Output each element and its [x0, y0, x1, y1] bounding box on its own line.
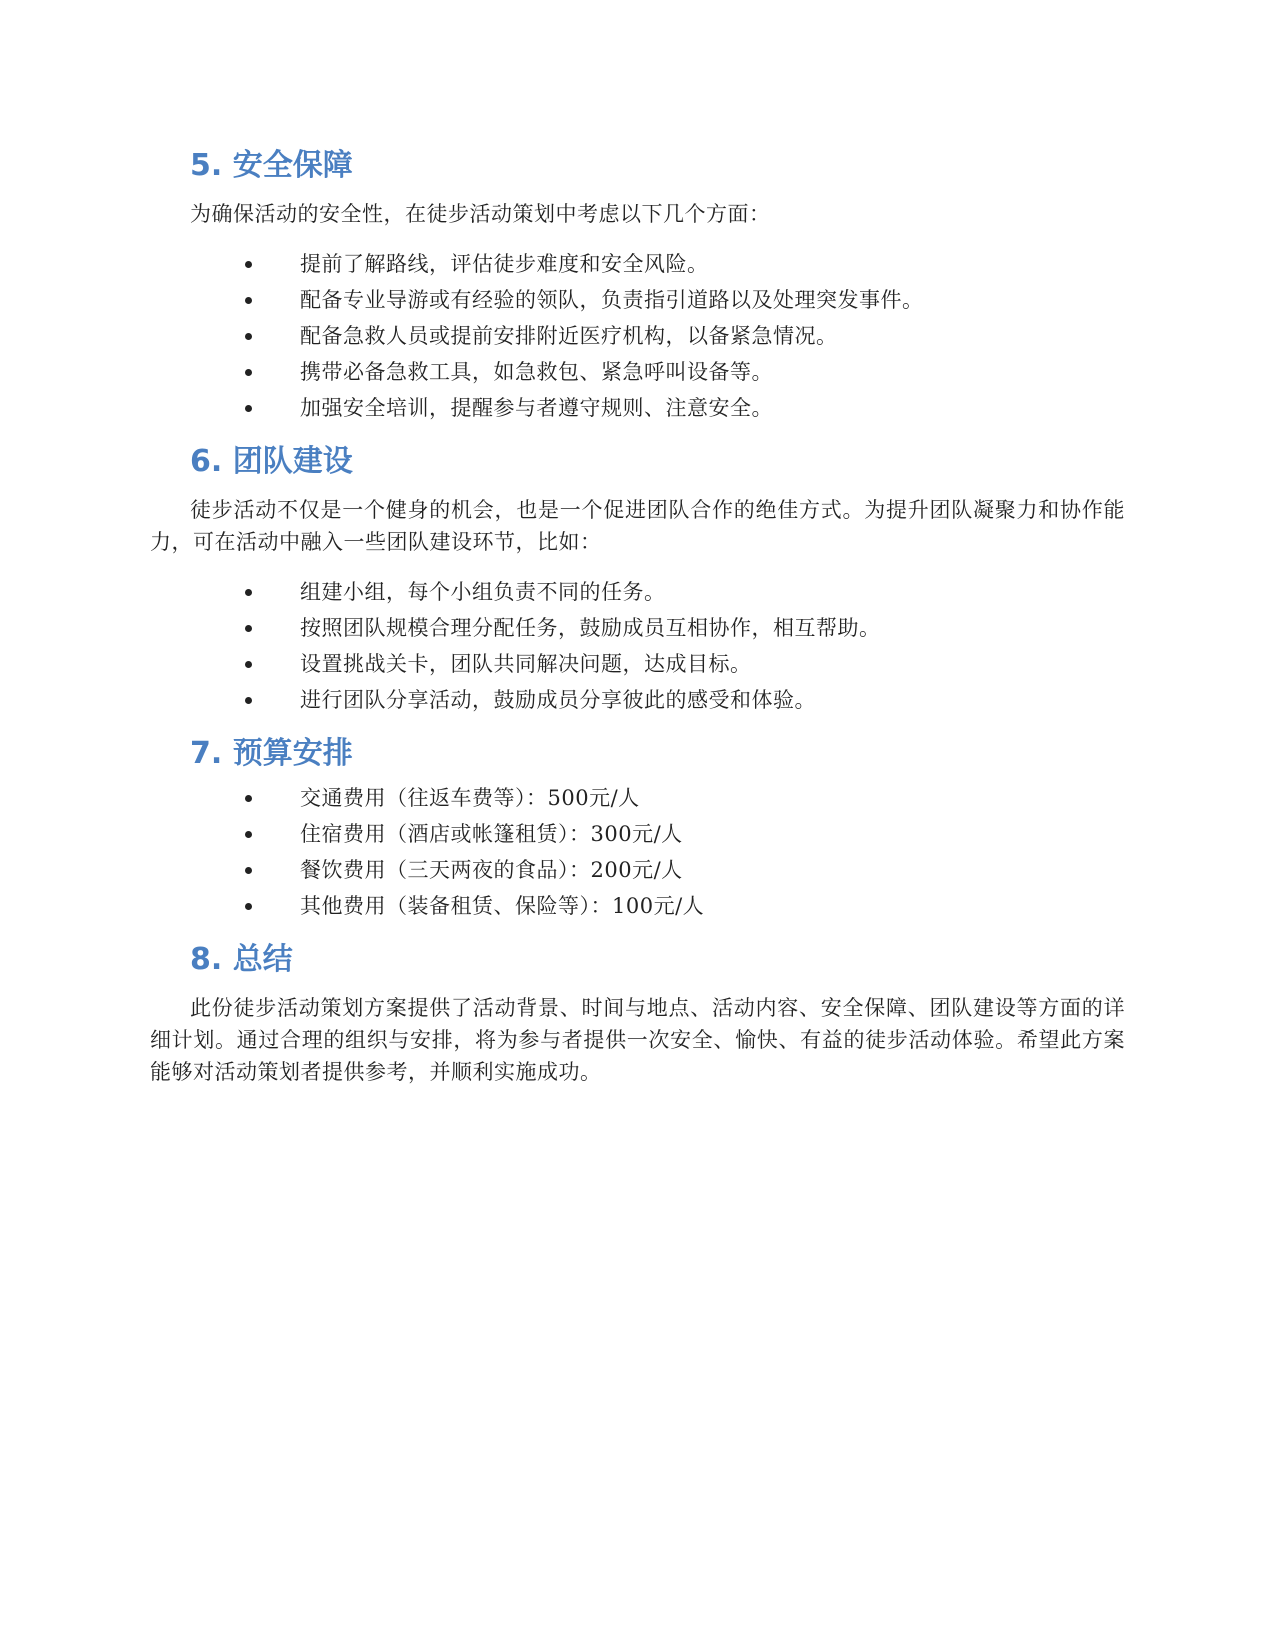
bullet-icon: [245, 867, 252, 874]
list-item: [150, 646, 1125, 682]
list-item-text: 进行团队分享活动，鼓励成员分享彼此的感受和体验。: [300, 688, 816, 712]
list-item: [150, 816, 1125, 852]
list-item: [150, 852, 1125, 888]
section-budget: [150, 728, 1125, 934]
bullet-list: [150, 574, 1125, 718]
bullet-icon: [245, 625, 252, 632]
list-item-text: 加强安全培训，提醒参与者遵守规则、注意安全。: [300, 396, 773, 420]
list-item-text: 配备专业导游或有经验的领队，负责指引道路以及处理突发事件。: [300, 288, 924, 312]
list-item: [150, 888, 1125, 924]
section-summary: [150, 934, 1125, 1088]
bullet-icon: [245, 903, 252, 910]
list-item: [150, 246, 1125, 282]
section-intro: 此份徒步活动策划方案提供了活动背景、时间与地点、活动内容、安全保障、团队建设等方面的详细计划。通过合理的组织与安排，将为参与者提供一次安全、愉快、有益的徒步活动体验。希望此方案能够对活动策划者提供参考，并顺利实施成功。: [150, 996, 1125, 1084]
list-item-text: 设置挑战关卡，团队共同解决问题，达成目标。: [300, 652, 752, 676]
section-team-building: [150, 436, 1125, 728]
bullet-icon: [245, 697, 252, 704]
bullet-icon: [245, 261, 252, 268]
bullet-icon: [245, 831, 252, 838]
list-item: [150, 318, 1125, 354]
bullet-list: [150, 246, 1125, 426]
bullet-list: [150, 780, 1125, 924]
list-item: [150, 354, 1125, 390]
section-heading: 6. 团队建设: [190, 444, 353, 479]
section-heading: 5. 安全保障: [190, 148, 353, 183]
bullet-icon: [245, 333, 252, 340]
list-item-text: 配备急救人员或提前安排附近医疗机构，以备紧急情况。: [300, 324, 838, 348]
list-item-text: 携带必备急救工具，如急救包、紧急呼叫设备等。: [300, 360, 773, 384]
bullet-icon: [245, 297, 252, 304]
list-item-text: 其他费用（装备租赁、保险等）：100元/人: [300, 894, 705, 918]
list-item: [150, 780, 1125, 816]
list-item: [150, 610, 1125, 646]
bullet-icon: [245, 795, 252, 802]
list-item: [150, 390, 1125, 426]
list-item-text: 餐饮费用（三天两夜的食品）：200元/人: [300, 858, 683, 882]
list-item: [150, 574, 1125, 610]
bullet-icon: [245, 589, 252, 596]
section-heading: 7. 预算安排: [190, 736, 353, 771]
section-intro: 为确保活动的安全性，在徒步活动策划中考虑以下几个方面：: [190, 202, 771, 226]
bullet-icon: [245, 661, 252, 668]
list-item-text: 按照团队规模合理分配任务，鼓励成员互相协作，相互帮助。: [300, 616, 881, 640]
list-item-text: 住宿费用（酒店或帐篷租赁）：300元/人: [300, 822, 683, 846]
list-item-text: 组建小组，每个小组负责不同的任务。: [300, 580, 666, 604]
list-item: [150, 282, 1125, 318]
section-safety: [150, 140, 1125, 436]
section-heading: 8. 总结: [190, 942, 293, 977]
list-item-text: 交通费用（往返车费等）：500元/人: [300, 786, 640, 810]
list-item: [150, 682, 1125, 718]
list-item-text: 提前了解路线，评估徒步难度和安全风险。: [300, 252, 709, 276]
document-body: [150, 140, 1125, 1088]
bullet-icon: [245, 369, 252, 376]
section-intro: 徒步活动不仅是一个健身的机会，也是一个促进团队合作的绝佳方式。为提升团队凝聚力和协作能力，可在活动中融入一些团队建设环节，比如：: [150, 498, 1125, 554]
bullet-icon: [245, 405, 252, 412]
